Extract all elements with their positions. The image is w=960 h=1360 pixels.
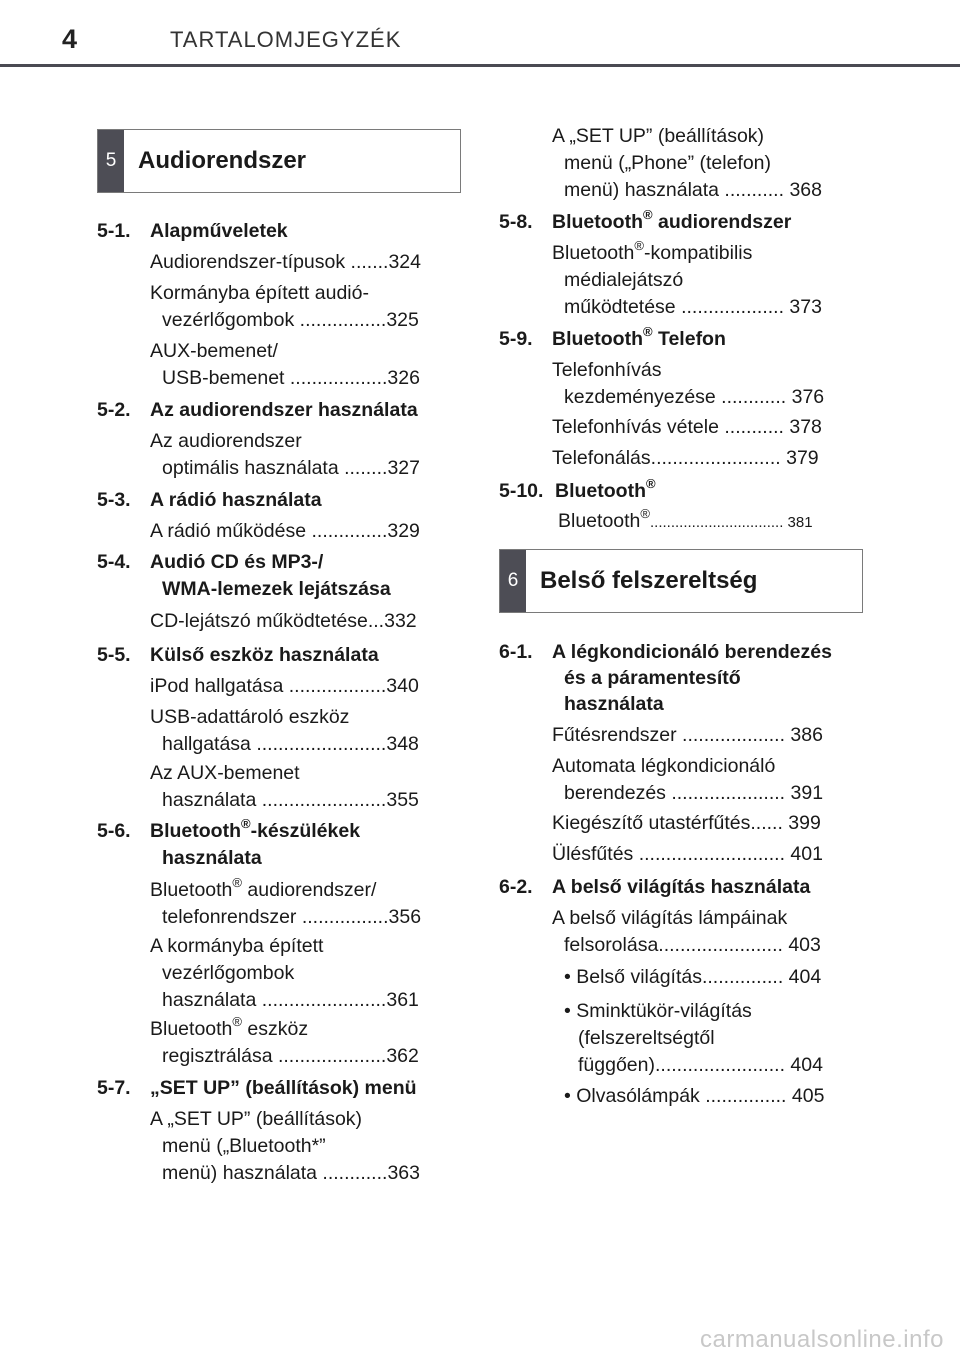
toc-entry[interactable]: Az AUX-bemenet használata .......................355 <box>150 762 419 811</box>
toc-entry[interactable]: Kiegészítő utastérfűtés...... 399 <box>552 812 821 834</box>
toc-heading-5-2[interactable]: 5-2. Az audiorendszer használata <box>97 399 418 421</box>
section-5-heading <box>97 129 461 193</box>
toc-entry[interactable]: Bluetooth® audiorendszer/ telefonrendszer ................356 <box>150 875 422 928</box>
toc-entry[interactable]: A „SET UP” (beállítások) menü („Phone” (telefon) menü) használata ........... 368 <box>552 125 822 201</box>
toc-entry[interactable]: AUX-bemenet/ USB-bemenet ..................326 <box>150 340 420 389</box>
toc-heading-6-2[interactable]: 6-2. A belső világítás használata <box>499 876 811 898</box>
toc-entry[interactable]: USB-adattároló eszköz hallgatása ........................348 <box>150 706 419 755</box>
toc-entry[interactable]: Kormányba épített audió- vezérlőgombok ................325 <box>150 282 419 331</box>
toc-entry[interactable]: CD-lejátszó működtetése...332 <box>150 610 417 632</box>
toc-entry[interactable]: Automata légkondicionáló berendezés ..................... 391 <box>552 755 824 804</box>
page-number: 4 <box>62 24 78 54</box>
toc-entry[interactable]: Bluetooth®................................ 381 <box>558 506 813 532</box>
toc-entry[interactable]: Bluetooth®-kompatibilis médialejátszó működtetése ................... 373 <box>552 238 822 318</box>
toc-entry[interactable]: A kormányba épített vezérlőgombok használata .......................361 <box>150 935 419 1011</box>
toc-heading-5-9[interactable]: 5-9. Bluetooth® Telefon <box>499 324 726 350</box>
section-number: 5 <box>98 130 124 192</box>
toc-entry[interactable]: Az audiorendszer optimális használata ........327 <box>150 430 420 479</box>
section-number: 6 <box>500 550 526 612</box>
toc-heading-5-1[interactable]: 5-1. Alapműveletek <box>97 220 288 242</box>
toc-heading-5-3[interactable]: 5-3. A rádió használata <box>97 489 322 511</box>
toc-heading-5-4[interactable]: 5-4. Audió CD és MP3-/ WMA-lemezek lejátszása <box>97 551 391 600</box>
toc-entry[interactable]: Fűtésrendszer ................... 386 <box>552 724 823 746</box>
watermark: carmanualsonline.info <box>700 1326 944 1353</box>
toc-entry[interactable]: • Belső világítás............... 404 <box>564 966 822 988</box>
toc-entry[interactable]: A rádió működése ..............329 <box>150 520 420 542</box>
toc-entry[interactable]: • Olvasólámpák ............... 405 <box>564 1085 825 1107</box>
section-title: Audiorendszer <box>138 147 307 174</box>
toc-entry[interactable]: iPod hallgatása ..................340 <box>150 675 419 697</box>
toc-entry[interactable]: Audiorendszer-típusok .......324 <box>150 251 421 273</box>
toc-heading-6-1[interactable]: 6-1. A légkondicionáló berendezés és a páramentesítő használata <box>499 641 832 715</box>
section-title: Belső felszereltség <box>540 567 758 594</box>
toc-heading-5-5[interactable]: 5-5. Külső eszköz használata <box>97 644 379 666</box>
toc-entry[interactable]: Telefonhívás vétele ........... 378 <box>552 416 822 438</box>
page-title: TARTALOMJEGYZÉK <box>170 27 402 52</box>
header-divider <box>0 64 960 67</box>
toc-entry[interactable]: Ülésfűtés ........................... 401 <box>552 843 823 865</box>
toc-heading-5-7[interactable]: 5-7. „SET UP” (beállítások) menü <box>97 1077 417 1099</box>
toc-entry[interactable]: Telefonhívás kezdeményezése ............ 376 <box>552 359 825 408</box>
toc-entry[interactable]: • Sminktükör-világítás (felszereltségtől függően)........................ 404 <box>564 1000 823 1076</box>
toc-entry[interactable]: Telefonálás........................ 379 <box>552 447 819 469</box>
toc-heading-5-8[interactable]: 5-8. Bluetooth® audiorendszer <box>499 207 792 233</box>
section-6-heading <box>499 549 863 613</box>
toc-entry[interactable]: Bluetooth® eszköz regisztrálása ....................362 <box>150 1014 419 1067</box>
toc-entry[interactable]: A belső világítás lámpáinak felsorolása....................... 403 <box>552 907 821 956</box>
toc-heading-5-10[interactable]: 5-10. Bluetooth® <box>499 476 656 502</box>
toc-heading-5-6[interactable]: 5-6. Bluetooth®-készülékek használata <box>97 816 361 869</box>
toc-entry[interactable]: A „SET UP” (beállítások) menü („Bluetooth*” menü) használata ............363 <box>150 1108 420 1184</box>
page-header <box>0 0 960 68</box>
